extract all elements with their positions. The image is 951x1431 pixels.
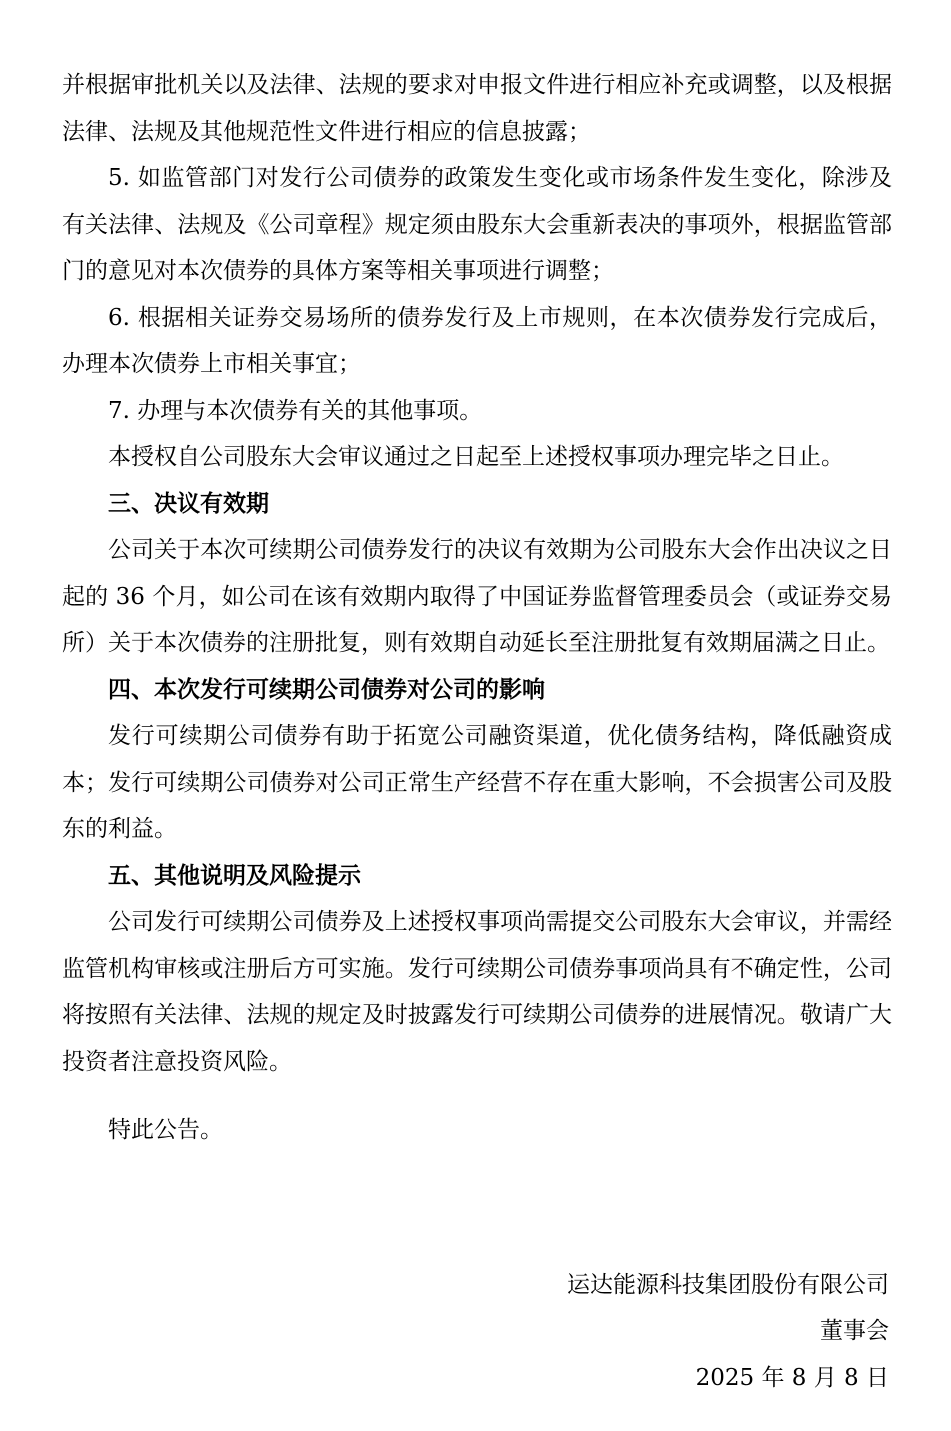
validity-paragraph: 公司关于本次可续期公司债券发行的决议有效期为公司股东大会作出决议之日起的 36 个月，如公司在该有效期内取得了中国证券监督管理委员会（或证券交易所）关于本次债券的注册批复，则有效期自动延长至注册批复有效期届满之日止。 xyxy=(62,537,892,656)
list-item-5: 5. 如监管部门对发行公司债券的政策发生变化或市场条件发生变化，除涉及有关法律、法规及《公司章程》规定须由股东大会重新表决的事项外，根据监管部门的意见对本次债券的具体方案等相关事项进行调整； xyxy=(62,165,892,284)
list-item-7: 7. 办理与本次债券有关的其他事项。 xyxy=(108,397,483,424)
document-body xyxy=(62,62,892,1154)
signature-board: 董事会 xyxy=(820,1318,889,1344)
signature-date: 2025 年 8 月 8 日 xyxy=(695,1365,889,1391)
section-heading-4: 四、本次发行可续期公司债券对公司的影响 xyxy=(108,676,545,703)
list-item-6: 6. 根据相关证券交易场所的债券发行及上市规则，在本次债券发行完成后，办理本次债券上市相关事宜； xyxy=(62,304,892,377)
paragraph-continued: 并根据审批机关以及法律、法规的要求对申报文件进行相应补充或调整，以及根据法律、法规及其他规范性文件进行相应的信息披露； xyxy=(62,72,892,145)
section-heading-3: 三、决议有效期 xyxy=(108,490,269,517)
authorization-period: 本授权自公司股东大会审议通过之日起至上述授权事项办理完毕之日止。 xyxy=(108,444,844,470)
spacer xyxy=(62,1085,892,1107)
section-heading-5: 五、其他说明及风险提示 xyxy=(108,862,361,889)
risk-paragraph: 公司发行可续期公司债券及上述授权事项尚需提交公司股东大会审议，并需经监管机构审核或注册后方可实施。发行可续期公司债券事项尚具有不确定性，公司将按照有关法律、法规的规定及时披露发行可续期公司债券的进展情况。敬请广大投资者注意投资风险。 xyxy=(62,909,892,1075)
impact-paragraph: 发行可续期公司债券有助于拓宽公司融资渠道，优化债务结构，降低融资成本；发行可续期公司债券对公司正常生产经营不存在重大影响，不会损害公司及股东的利益。 xyxy=(62,723,892,842)
signature-company: 运达能源科技集团股份有限公司 xyxy=(567,1272,889,1298)
announcement-closing: 特此公告。 xyxy=(108,1117,223,1143)
